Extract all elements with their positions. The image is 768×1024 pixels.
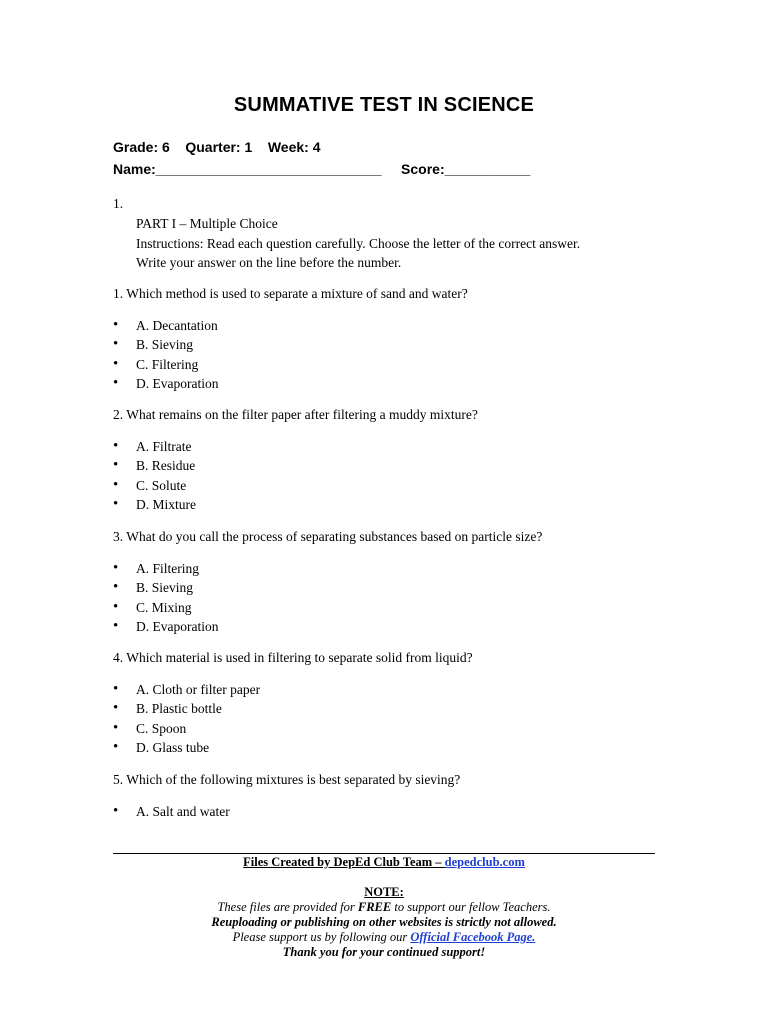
footer-line-1-c: to support our fellow Teachers. bbox=[391, 900, 551, 914]
option-item bbox=[113, 559, 218, 578]
part-heading: PART I – Multiple Choice bbox=[136, 216, 278, 231]
part-number: 1. bbox=[113, 196, 124, 211]
option-item bbox=[113, 335, 218, 354]
option-item bbox=[113, 374, 218, 393]
option-item bbox=[113, 598, 218, 617]
option-item bbox=[113, 738, 260, 757]
option-label: D. Glass tube bbox=[136, 739, 210, 755]
instructions-line-2: Write your answer on the line before the number. bbox=[136, 255, 402, 270]
bullet-icon: • bbox=[113, 803, 119, 819]
question-1-options bbox=[113, 316, 218, 393]
option-label: D. Mixture bbox=[136, 496, 196, 512]
footer-divider bbox=[113, 853, 655, 854]
footer-line-3-a: Please support us by following our bbox=[232, 930, 411, 944]
bullet-icon: • bbox=[113, 476, 119, 493]
option-label: A. Decantation bbox=[136, 318, 218, 333]
bullet-icon: • bbox=[113, 438, 119, 454]
bullet-icon: • bbox=[113, 457, 119, 474]
option-item bbox=[113, 355, 218, 374]
bullet-icon: • bbox=[113, 719, 119, 736]
question-2-options bbox=[113, 437, 196, 514]
bullet-icon: • bbox=[113, 495, 119, 512]
question-3-options bbox=[113, 559, 218, 636]
grade-quarter-week-line: Grade: 6 Quarter: 1 Week: 4 bbox=[113, 139, 321, 155]
bullet-icon: • bbox=[113, 700, 119, 717]
question-4-options bbox=[113, 680, 260, 757]
facebook-page-link[interactable]: Official Facebook Page. bbox=[410, 930, 536, 944]
option-label: A. Filtering bbox=[136, 561, 199, 576]
footer-line-1 bbox=[113, 900, 655, 915]
question-2: 2. What remains on the filter paper after filtering a muddy mixture? bbox=[113, 407, 478, 422]
footer-line-4: Thank you for your continued support! bbox=[282, 945, 486, 959]
question-3: 3. What do you call the process of separating substances based on particle size? bbox=[113, 529, 543, 544]
option-label: A. Salt and water bbox=[136, 804, 230, 819]
option-label: C. Solute bbox=[136, 477, 187, 493]
question-1: 1. Which method is used to separate a mixture of sand and water? bbox=[113, 286, 468, 301]
footer-credit bbox=[113, 855, 655, 870]
bullet-icon: • bbox=[113, 317, 119, 333]
option-label: C. Spoon bbox=[136, 720, 187, 736]
bullet-icon: • bbox=[113, 355, 119, 372]
option-item bbox=[113, 476, 196, 495]
option-label: A. Cloth or filter paper bbox=[136, 682, 261, 697]
question-5-options bbox=[113, 802, 230, 821]
bullet-icon: • bbox=[113, 598, 119, 615]
option-label: D. Evaporation bbox=[136, 375, 219, 391]
bullet-icon: • bbox=[113, 738, 119, 755]
footer-line-2: Reuploading or publishing on other websites is strictly not allowed. bbox=[211, 915, 557, 929]
question-5: 5. Which of the following mixtures is best separated by sieving? bbox=[113, 772, 461, 787]
option-label: B. Residue bbox=[136, 458, 196, 474]
option-item bbox=[113, 802, 230, 821]
option-label: D. Evaporation bbox=[136, 618, 219, 634]
bullet-icon: • bbox=[113, 681, 119, 697]
name-score-line: Name:_____________________________ Score:___________ bbox=[113, 161, 531, 177]
option-label: B. Sieving bbox=[136, 337, 194, 353]
option-label: C. Mixing bbox=[136, 599, 192, 615]
option-label: B. Sieving bbox=[136, 580, 194, 596]
option-item bbox=[113, 699, 260, 718]
depedclub-link[interactable]: depedclub.com bbox=[444, 855, 525, 869]
footer-credit-text: Files Created by DepEd Club Team – bbox=[243, 855, 445, 869]
bullet-icon: • bbox=[113, 560, 119, 576]
bullet-icon: • bbox=[113, 617, 119, 634]
option-label: C. Filtering bbox=[136, 356, 199, 372]
footer-line-3 bbox=[113, 930, 655, 945]
option-item bbox=[113, 495, 196, 514]
option-item bbox=[113, 617, 218, 636]
bullet-icon: • bbox=[113, 579, 119, 596]
footer-free: FREE bbox=[357, 900, 392, 914]
bullet-icon: • bbox=[113, 374, 119, 391]
option-item bbox=[113, 719, 260, 738]
option-label: A. Filtrate bbox=[136, 439, 192, 454]
instructions-line-1: Instructions: Read each question carefully. Choose the letter of the correct answer. bbox=[136, 235, 581, 251]
option-item bbox=[113, 456, 196, 475]
page-title: SUMMATIVE TEST IN SCIENCE bbox=[233, 94, 535, 116]
option-label: B. Plastic bottle bbox=[136, 701, 222, 717]
option-item bbox=[113, 578, 218, 597]
question-4: 4. Which material is used in filtering to separate solid from liquid? bbox=[113, 650, 473, 665]
footer-line-1-a: These files are provided for bbox=[217, 900, 358, 914]
option-item bbox=[113, 316, 218, 335]
footer-note-label: NOTE: bbox=[364, 885, 404, 899]
option-item bbox=[113, 437, 196, 456]
option-item bbox=[113, 680, 260, 699]
bullet-icon: • bbox=[113, 336, 119, 353]
part-instructions-block bbox=[136, 214, 580, 273]
